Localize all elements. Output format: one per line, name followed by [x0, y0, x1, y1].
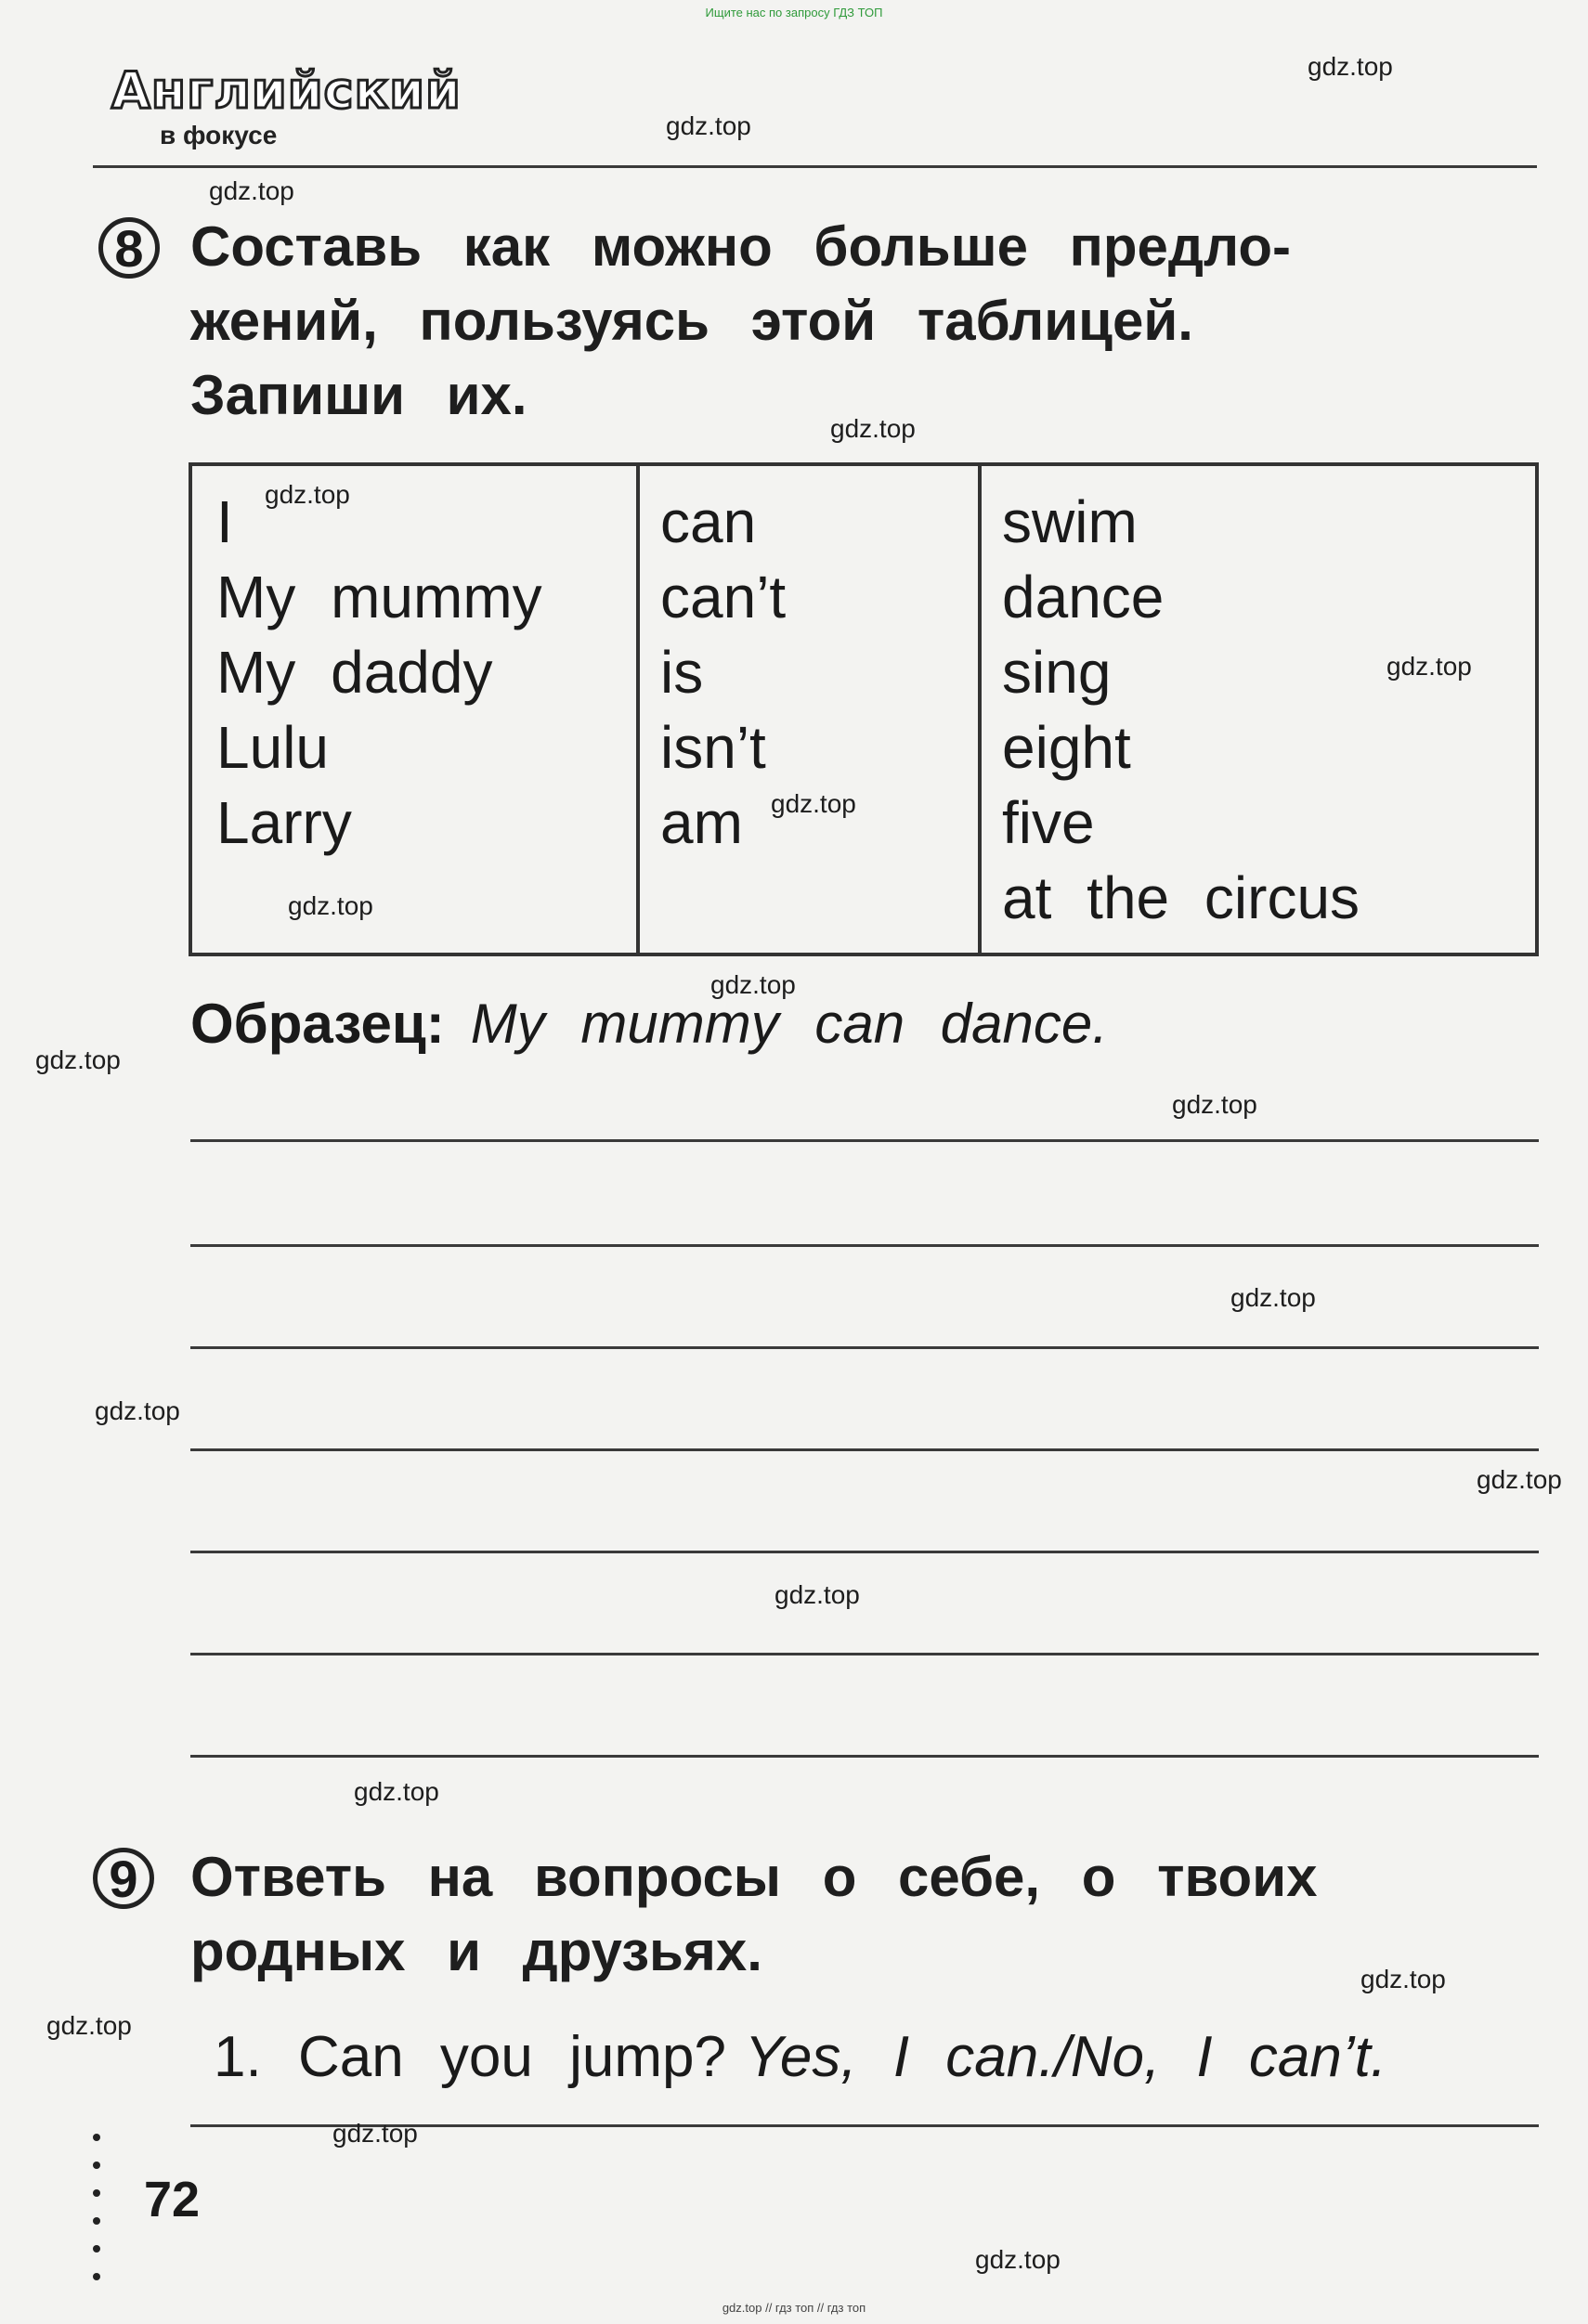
watermark: gdz.top	[1386, 652, 1472, 681]
instruction-line: Запиши их.	[190, 364, 527, 426]
instruction-line: родных и друзьях.	[190, 1920, 762, 1982]
page-number: 72	[144, 2172, 201, 2227]
watermark: gdz.top	[1172, 1090, 1257, 1119]
margin-dot	[93, 2217, 100, 2225]
table-cell: is	[660, 639, 704, 706]
header-rule	[93, 165, 1537, 168]
logo-title: Английский	[111, 61, 462, 120]
watermark: gdz.top	[288, 891, 373, 920]
table-cell: dance	[1002, 564, 1165, 630]
sample-text: My mummy can dance.	[470, 993, 1108, 1055]
watermark: gdz.top	[1360, 1965, 1446, 1993]
writing-line[interactable]	[190, 1551, 1539, 1553]
table-cell: eight	[1002, 714, 1131, 781]
watermark: gdz.top	[710, 970, 796, 999]
watermark: gdz.top	[354, 1777, 439, 1806]
writing-line[interactable]	[190, 1139, 1539, 1142]
table-cell: can’t	[660, 564, 787, 630]
table-cell: five	[1002, 789, 1095, 856]
question-text: Can you jump?	[297, 2025, 726, 2089]
table-cell: Larry	[216, 789, 352, 856]
watermark: gdz.top	[830, 414, 916, 443]
table-cell: am	[660, 789, 743, 856]
sample-sentence	[190, 992, 1108, 1056]
table-cell: I	[216, 488, 233, 555]
question-number: 1.	[214, 2025, 262, 2089]
bottom-banner[interactable]: gdz.top // гдз топ // гдз топ	[722, 2301, 866, 2315]
sentence-table	[189, 462, 1539, 956]
watermark: gdz.top	[46, 2011, 132, 2040]
watermark: gdz.top	[332, 2119, 418, 2148]
table-cell: Lulu	[216, 714, 329, 781]
logo-subtitle: в фокусе	[160, 121, 278, 149]
answer-example: Yes, I can./No, I can’t.	[744, 2025, 1387, 2089]
writing-line[interactable]	[190, 1653, 1539, 1655]
margin-dot	[93, 2245, 100, 2253]
top-banner[interactable]: Ищите нас по запросу ГДЗ ТОП	[705, 6, 883, 19]
watermark: gdz.top	[1308, 52, 1393, 81]
table-cell: can	[660, 488, 757, 555]
watermark: gdz.top	[35, 1045, 121, 1074]
instruction-line: жений, пользуясь этой таблицей.	[190, 290, 1193, 352]
watermark: gdz.top	[771, 789, 856, 818]
margin-dot	[93, 2273, 100, 2280]
margin-dot	[93, 2134, 100, 2141]
watermark: gdz.top	[1230, 1283, 1316, 1312]
task-instruction	[190, 210, 1291, 433]
task-number-badge: 8	[98, 217, 160, 279]
verb-column	[640, 466, 982, 953]
task-number-badge: 9	[93, 1848, 154, 1909]
task-instruction	[190, 1840, 1317, 1989]
logo	[111, 61, 462, 150]
table-cell: My mummy	[216, 564, 542, 630]
table-cell: swim	[1002, 488, 1138, 555]
complement-column	[982, 466, 1539, 953]
watermark: gdz.top	[1477, 1465, 1562, 1494]
watermark: gdz.top	[975, 2245, 1061, 2274]
watermark: gdz.top	[265, 480, 350, 509]
margin-dot	[93, 2162, 100, 2169]
watermark: gdz.top	[666, 111, 751, 140]
table-cell: sing	[1002, 639, 1112, 706]
sample-label: Образец:	[190, 993, 445, 1055]
table-cell: isn’t	[660, 714, 766, 781]
table-cell: My daddy	[216, 639, 493, 706]
subject-column	[192, 466, 640, 953]
writing-line[interactable]	[190, 1448, 1539, 1451]
instruction-line: Ответь на вопросы о себе, о твоих	[190, 1846, 1318, 1908]
watermark: gdz.top	[209, 176, 294, 205]
question-item	[214, 2024, 1386, 2090]
writing-line[interactable]	[190, 1244, 1539, 1247]
margin-dot	[93, 2189, 100, 2197]
watermark: gdz.top	[95, 1396, 180, 1425]
watermark: gdz.top	[774, 1580, 860, 1609]
table-cell: at the circus	[1002, 864, 1360, 931]
writing-line[interactable]	[190, 1755, 1539, 1758]
instruction-line: Составь как можно больше предло-	[190, 215, 1291, 278]
writing-line[interactable]	[190, 1346, 1539, 1349]
